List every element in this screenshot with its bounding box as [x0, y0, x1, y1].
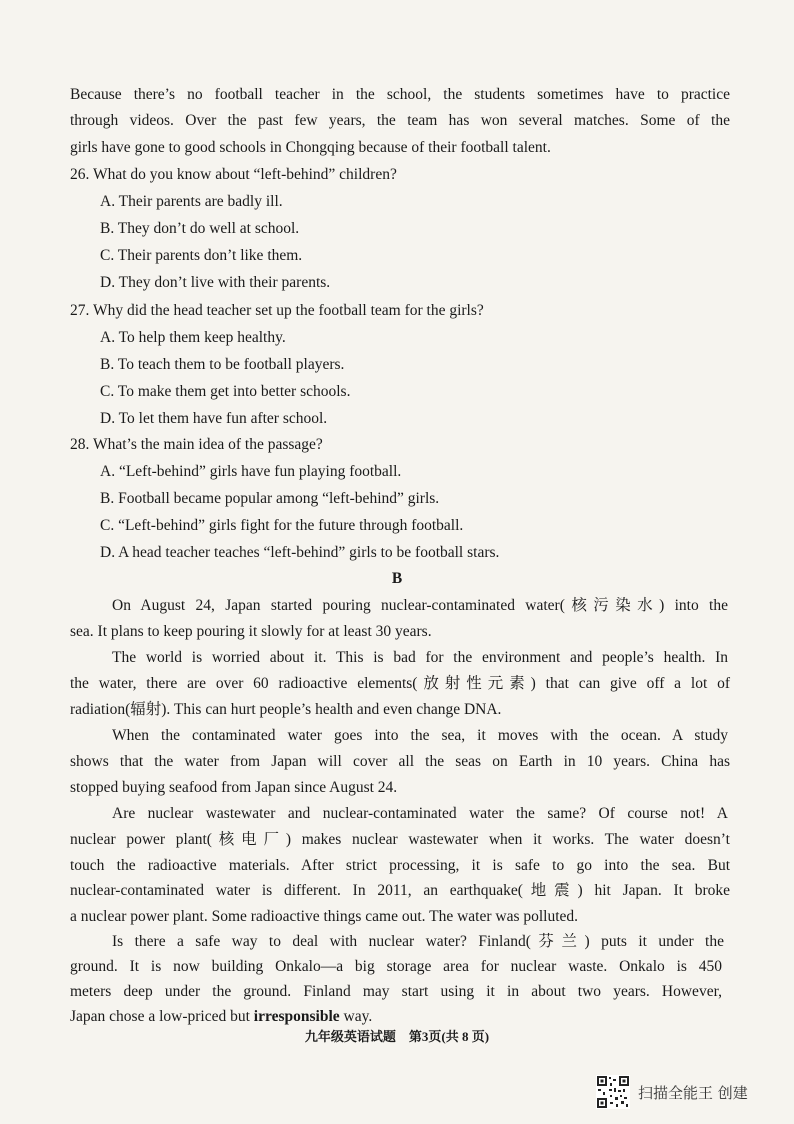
watermark-text: 扫描全能王 创建 — [638, 1084, 748, 1102]
passage-b-line: Is there a safe way to deal with nuclear water? Finland(芬兰) puts it under the — [112, 933, 724, 950]
text-run: way. — [339, 1008, 373, 1025]
passage-b-line: stopped buying seafood from Japan since August 24. — [70, 779, 398, 796]
passage-b-line: nuclear power plant(核电厂) makes nuclear wastewater when it works. The water doesn’t — [70, 831, 730, 848]
option-c: C. To make them get into better schools. — [100, 383, 351, 400]
option-b: B. Football became popular among “left-behind” girls. — [100, 490, 440, 507]
option-b: B. To teach them to be football players. — [100, 356, 345, 373]
option-a: A. To help them keep healthy. — [100, 329, 286, 346]
passage-b-line: touch the radioactive materials. After strict processing, it is safe to go into the sea. But — [70, 857, 730, 874]
question-stem: 26. What do you know about “left-behind” children? — [70, 166, 397, 183]
passage-b-line: the water, there are over 60 radioactive elements(放射性元素) that can give off a lot of — [70, 675, 730, 692]
qr-code-icon — [596, 1075, 630, 1109]
option-d: D. A head teacher teaches “left-behind” girls to be football stars. — [100, 544, 500, 561]
option-a: A. “Left-behind” girls have fun playing football. — [100, 463, 402, 480]
passage-b-line: The world is worried about it. This is bad for the environment and people’s health. In — [112, 649, 728, 666]
passage-b-line: When the contaminated water goes into the sea, it moves with the ocean. A study — [112, 727, 728, 744]
question-stem: 28. What’s the main idea of the passage? — [70, 436, 323, 453]
passage-b-line: ground. It is now building Onkalo—a big storage area for nuclear waste. Onkalo is 450 — [70, 958, 722, 975]
passage-b-last-line — [70, 1007, 372, 1027]
passage-b-line: shows that the water from Japan will cover all the seas on Earth in 10 years. China has — [70, 753, 730, 770]
passage-b-line: radiation(辐射). This can hurt people’s health and even change DNA. — [70, 701, 502, 718]
passage-b-line: On August 24, Japan started pouring nuclear-contaminated water(核污染水) into the — [112, 597, 728, 614]
question-stem: 27. Why did the head teacher set up the football team for the girls? — [70, 302, 484, 319]
passage-a-line: Because there’s no football teacher in the school, the students sometimes have to practice — [70, 86, 730, 103]
option-d: D. To let them have fun after school. — [100, 410, 328, 427]
passage-a-line: through videos. Over the past few years, the team has won several matches. Some of the — [70, 112, 730, 129]
option-b: B. They don’t do well at school. — [100, 220, 300, 237]
passage-b-line: nuclear-contaminated water is different. In 2011, an earthquake(地震) hit Japan. It broke — [70, 882, 730, 899]
passage-b-line: meters deep under the ground. Finland may start using it in about two years. However, — [70, 983, 722, 1000]
passage-b-line: Are nuclear wastewater and nuclear-contaminated water the same? Of course not! A — [112, 805, 728, 822]
option-c: C. “Left-behind” girls fight for the future through football. — [100, 517, 464, 534]
section-title: B — [391, 570, 403, 587]
passage-a-line: girls have gone to good schools in Chongqing because of their football talent. — [70, 139, 551, 156]
text-run: Japan chose a low-priced but — [70, 1008, 254, 1025]
option-c: C. Their parents don’t like them. — [100, 247, 303, 264]
option-a: A. Their parents are badly ill. — [100, 193, 283, 210]
page-footer: 九年级英语试题 第3页(共 8 页) — [304, 1029, 490, 1044]
option-d: D. They don’t live with their parents. — [100, 274, 331, 291]
bold-word: irresponsible — [253, 1008, 340, 1025]
passage-b-line: sea. It plans to keep pouring it slowly for at least 30 years. — [70, 623, 432, 640]
passage-b-line: a nuclear power plant. Some radioactive things came out. The water was polluted. — [70, 908, 579, 925]
